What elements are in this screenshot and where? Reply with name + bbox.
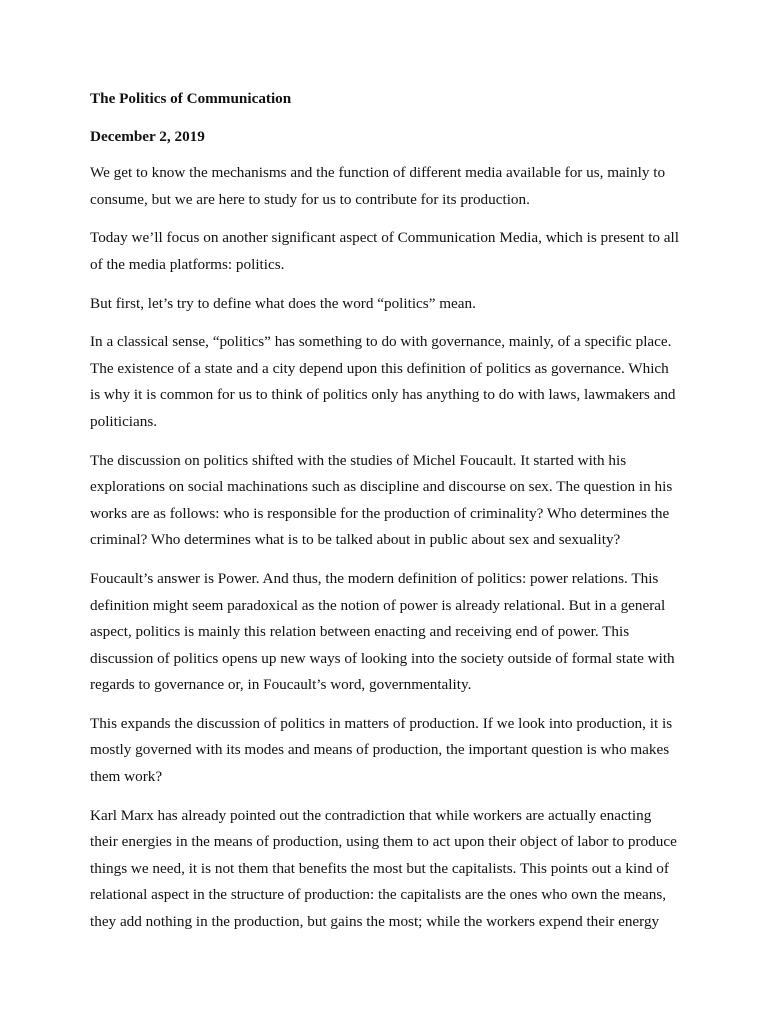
paragraph-line: relational aspect in the structure of production: the capitalists are the ones who own the means, xyxy=(90,886,667,904)
paragraph-line: Karl Marx has already pointed out the contradiction that while workers are actually enacting xyxy=(90,806,652,824)
paragraph-line: they add nothing in the production, but gains the most; while the workers expend their energy xyxy=(90,913,660,931)
paragraph-line: of the media platforms: politics. xyxy=(90,255,285,273)
paragraph-line: Today we’ll focus on another significant aspect of Communication Media, which is present to all xyxy=(90,229,679,247)
paragraph-line: aspect, politics is mainly this relation between enacting and receiving end of power. This xyxy=(90,623,630,641)
paragraph-line: We get to know the mechanisms and the function of different media available for us, mainly to xyxy=(90,164,666,182)
paragraph-6 xyxy=(90,566,675,699)
paragraph-line: works are as follows: who is responsible for the production of criminality? Who determines the xyxy=(90,504,670,522)
document-page xyxy=(90,86,679,936)
paragraph-line: criminal? Who determines what is to be talked about in public about sex and sexuality? xyxy=(90,531,621,549)
paragraph-line: But first, let’s try to define what does the word “politics” mean. xyxy=(90,294,476,312)
paragraph-5 xyxy=(90,448,675,554)
document-date: December 2, 2019 xyxy=(90,127,205,145)
paragraph-line: politicians. xyxy=(90,412,158,430)
paragraph-line: The existence of a state and a city depend upon this definition of politics as governance. Which xyxy=(90,359,669,377)
paragraph-line: mostly governed with its modes and means of production, the important question is who makes xyxy=(90,741,670,759)
paragraph-line: their energies in the means of production, using them to act upon their object of labor to produce xyxy=(90,833,677,851)
paragraph-line: The discussion on politics shifted with the studies of Michel Foucault. It started with his xyxy=(90,451,627,469)
paragraph-line: explorations on social machinations such as discipline and discourse on sex. The question in his xyxy=(90,478,673,496)
paragraph-line: consume, but we are here to study for us to contribute for its production. xyxy=(90,190,530,208)
paragraph-line: is why it is common for us to think of politics only has anything to do with laws, lawmakers and xyxy=(90,386,676,404)
paragraph-line: things we need, it is not them that benefits the most but the capitalists. This points out a kind of xyxy=(90,859,669,877)
paragraph-1 xyxy=(90,160,675,213)
paragraph-line: In a classical sense, “politics” has something to do with governance, mainly, of a specific place. xyxy=(90,333,672,351)
paragraph-8 xyxy=(90,803,675,936)
paragraph-line: Foucault’s answer is Power. And thus, the modern definition of politics: power relations. This xyxy=(90,569,659,587)
paragraph-line: discussion of politics opens up new ways of looking into the society outside of formal state with xyxy=(90,649,675,667)
paragraph-4 xyxy=(90,329,675,435)
paragraph-line: regards to governance or, in Foucault’s word, governmentality. xyxy=(90,676,472,694)
paragraph-line: them work? xyxy=(90,768,163,786)
paragraph-3 xyxy=(90,291,675,318)
paragraph-line: definition might seem paradoxical as the notion of power is already relational. But in a general xyxy=(90,596,666,614)
paragraph-2 xyxy=(90,225,679,278)
paragraph-7 xyxy=(90,711,675,791)
paragraph-line: This expands the discussion of politics in matters of production. If we look into production, it is xyxy=(90,714,673,732)
document-title: The Politics of Communication xyxy=(90,90,292,107)
